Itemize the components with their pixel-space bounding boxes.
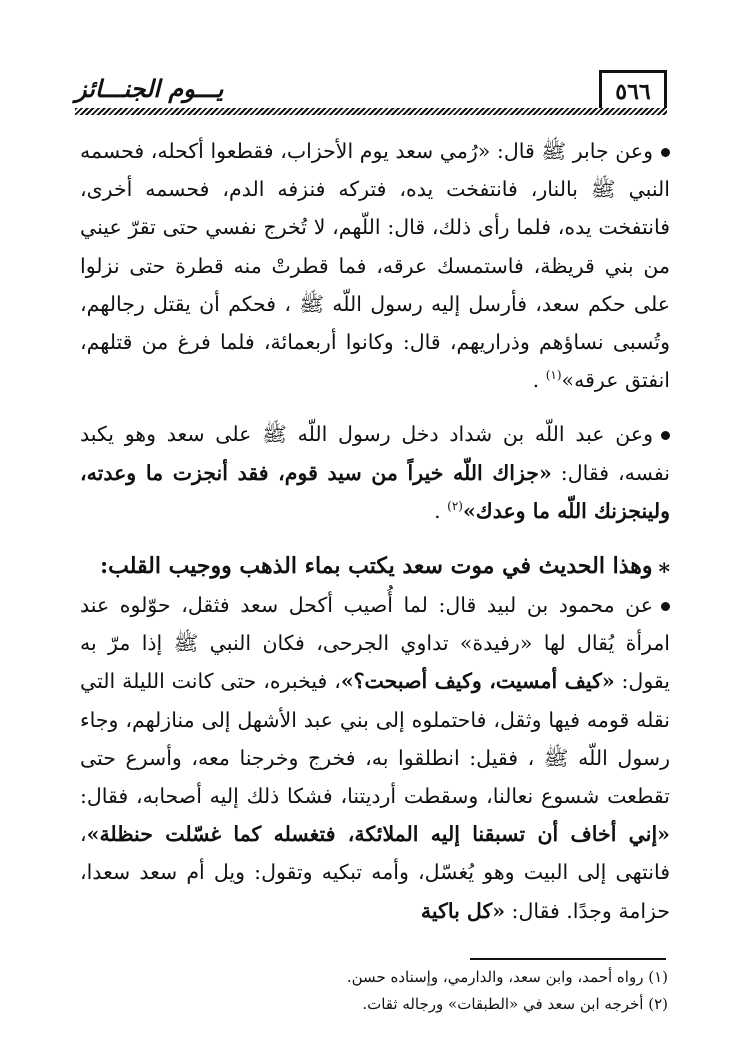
bullet-icon [661,431,670,440]
paragraph-end: . [434,498,448,523]
bullet-icon [661,602,670,611]
hadith-quote: «كل باكية [420,898,506,923]
paragraph-text: عن محمود بن لبيد قال: لما أُصيب أكحل سعد فثقل، حوّلوه عند امرأة يُقال لها «رفيدة» تداوي الجرحى، فكان النبي ﷺ إذا مرّ به يقول: [80,593,670,694]
hadith-quote: «جزاك اللّه خيراً من سيد قوم، فقد أنجزت ما وعدته، ولينجزنك اللّه ما وعدك» [80,460,670,523]
paragraph-jabir [80,132,670,399]
footnotes [80,964,668,1018]
running-title: يـــوم الجنـــائز [75,74,224,103]
paragraph-mahmoud [80,586,670,930]
section-heading [80,546,670,586]
paragraph-text: ، فيخبره، حتى كانت الليلة التي نقله قومه فيها وثقل، فاحتملوه إلى بني عبد الأشهل إلى منازلهم، وجاء رسول اللّه ﷺ ، فقيل: انطلقوا به، فخرج وخرجنا معه، وأسرع حتى تقطعت شسوع نعالنا، وسقطت أرديتنا، فشكا ذلك إليه أصحابه، فقال: [80,669,670,809]
hadith-quote: «كيف أمسيت، وكيف أصبحت؟» [340,669,615,694]
page-number: ٥٦٦ [615,78,651,105]
paragraph-end: . [532,368,546,393]
header-decorative-rule [75,108,667,115]
bullet-icon [661,148,670,157]
footnote-ref: (٢) [447,499,463,513]
footnote-2: (٢) أخرجه ابن سعد في «الطبقات» ورجاله ثقات. [362,995,668,1013]
hadith-quote: «إني أخاف أن تسبقنا إليه الملائكة، فتغسله كما غسّلت حنظلة» [86,822,670,847]
footnote-divider [470,958,666,960]
page-header [75,70,667,118]
paragraph-text: وعن جابر ﷺ قال: «رُمي سعد يوم الأحزاب، فقطعوا أكحله، فحسمه النبي ﷺ بالنار، فانتفخت يده، فتركه فنزفه الدم، فحسمه أخرى، فانتفخت يده، فلما رأى ذلك، قال: اللّهم، لا تُخرج نفسي حتى تقرّ عيني من بني قريظة، فاستمسك عرقه، فما قطرتْ منه قطرة حتى نزلوا على حكم سعد، فأرسل إليه رسول اللّه ﷺ ، فحكم أن يقتل رجالهم، وتُسبى نساؤهم وذراريهم، قال: وكانوا أربعمائة، فلما فرغ من قتلهم، انفتق عرقه» [80,139,670,393]
paragraph-text: وعن عبد اللّه بن شداد دخل رسول اللّه ﷺ على سعد وهو يكبد نفسه، فقال: [80,422,670,485]
asterisk-icon: ⁎ [658,553,670,580]
section-heading-text: وهذا الحديث في موت سعد يكتب بماء الذهب ووجيب القلب: [100,553,653,580]
main-text [80,132,670,930]
paragraph-text: ، فانتهى إلى البيت وهو يُغسّل، وأمه تبكيه وتقول: ويل أم سعد سعدا، حزامة وجدًا. فقال: [80,822,670,923]
footnote-ref: (١) [545,368,562,383]
paragraph-abdullah [80,415,670,530]
page-number-box [599,70,667,110]
footnote-1: (١) رواه أحمد، وابن سعد، والدارمي، وإسناده حسن. [346,968,668,986]
